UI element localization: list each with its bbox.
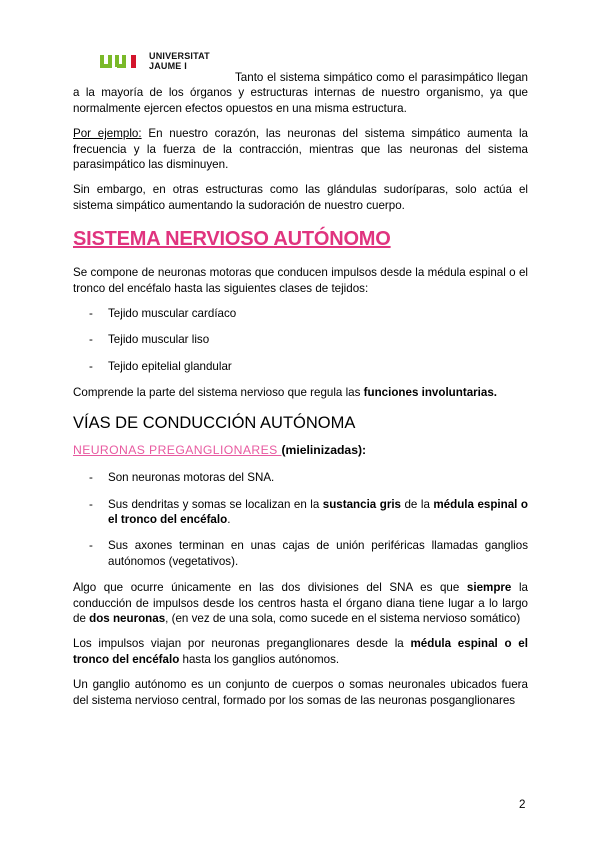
sna-paragraph-1: Se compone de neuronas motoras que conducen impulsos desde la médula espinal o el tronco del encéfalo hasta las siguientes clases de tejidos: bbox=[73, 266, 528, 295]
example-label: Por ejemplo: bbox=[73, 127, 142, 141]
preg-item-1: Son neuronas motoras del SNA. bbox=[108, 471, 275, 485]
intro-paragraph-1: Tanto el sistema simpático como el parasimpático llegan a la mayoría de los órganos y estructuras internas de nuestro organismo, ya que normalmente ejercen efectos opuestos en una misma estructura. bbox=[73, 71, 528, 115]
preg-item-2-e: . bbox=[227, 512, 231, 526]
dash-bullet: - bbox=[89, 539, 93, 553]
list-item bbox=[73, 306, 528, 321]
intro-paragraph-3: Sin embargo, en otras estructuras como las glándulas sudoríparas, solo actúa el sistema simpático aumentando la sudoración de nuestro cuerpo. bbox=[73, 183, 528, 212]
tissue-item-1: Tejido muscular cardíaco bbox=[108, 307, 237, 321]
list-item bbox=[73, 359, 528, 374]
vias-p1-d: dos neuronas bbox=[89, 611, 166, 625]
vias-p2-c: hasta los ganglios autónomos. bbox=[179, 652, 340, 666]
vias-paragraph-2 bbox=[73, 636, 528, 667]
logo-text-line1: UNIVERSITAT bbox=[149, 51, 210, 61]
vias-p1-c: la conducción de impulsos desde los centros hasta el órgano diana tiene lugar a lo largo de bbox=[73, 581, 528, 625]
preg-item-2-a: Sus dendritas y somas se localizan en la bbox=[108, 497, 323, 511]
vias-paragraph-3: Un ganglio autónomo es un conjunto de cuerpos o somas neuronales ubicados fuera del sistema nervioso central, formado por los somas de las neuronas posganglionares bbox=[73, 678, 528, 707]
vias-p1-e: , (en vez de una sola, como sucede en el sistema nervioso somático) bbox=[165, 611, 521, 625]
university-logo bbox=[100, 50, 210, 72]
sna-p2-text: Comprende la parte del sistema nervioso que regula las bbox=[73, 386, 364, 400]
logo-text-line2: JAUME I bbox=[149, 61, 187, 71]
logo-text bbox=[149, 51, 210, 71]
dash-bullet: - bbox=[89, 497, 93, 511]
preg-item-3: Sus axones terminan en unas cajas de unión periféricas llamadas ganglios autónomos (vegetativos). bbox=[108, 539, 528, 568]
preg-item-2-b: sustancia gris bbox=[322, 497, 401, 511]
uji-logo-icon bbox=[100, 52, 144, 70]
sna-paragraph-2 bbox=[73, 385, 528, 400]
list-item bbox=[73, 497, 528, 528]
example-text: En nuestro corazón, las neuronas del sistema simpático aumenta la frecuencia y la fuerza de la contracción, mientras que las neuronas del sistema parasimpático las disminuyen. bbox=[73, 127, 528, 172]
sna-p2-bold: funciones involuntarias. bbox=[363, 386, 498, 400]
page-number: 2 bbox=[519, 798, 526, 811]
vias-p1-a: Algo que ocurre únicamente en las dos divisiones del SNA es que bbox=[73, 581, 467, 595]
list-item bbox=[73, 470, 528, 485]
section-title-vias: VÍAS DE CONDUCCIÓN AUTÓNOMA bbox=[73, 413, 356, 432]
section-title-sna: SISTEMA NERVIOSO AUTÓNOMO bbox=[73, 228, 391, 251]
intro-paragraph-2 bbox=[73, 126, 528, 172]
vias-paragraph-1 bbox=[73, 580, 528, 626]
dash-bullet: - bbox=[89, 333, 93, 347]
list-item bbox=[73, 332, 528, 347]
subsection-title-suffix: (mielinizadas): bbox=[281, 442, 367, 457]
vias-p2-b: médula espinal o el tronco del encéfalo bbox=[73, 637, 528, 666]
dash-bullet: - bbox=[89, 359, 93, 373]
subsection-title bbox=[73, 443, 528, 458]
dash-bullet: - bbox=[89, 471, 93, 485]
list-item bbox=[73, 538, 528, 569]
document-body bbox=[73, 70, 528, 718]
tissue-item-3: Tejido epitelial glandular bbox=[108, 359, 232, 373]
vias-p2-a: Los impulsos viajan por neuronas preganglionares desde la bbox=[73, 637, 411, 651]
tissue-item-2: Tejido muscular liso bbox=[108, 333, 210, 347]
tissue-list bbox=[73, 306, 528, 374]
vias-p1-b: siempre bbox=[466, 581, 512, 595]
preganglionic-list bbox=[73, 470, 528, 569]
preg-item-2-c: de la bbox=[401, 497, 434, 511]
preg-item-2-d: médula espinal o el tronco del encéfalo bbox=[108, 497, 528, 526]
dash-bullet: - bbox=[89, 307, 93, 321]
subsection-title-pink: NEURONAS PREGANGLIONARES bbox=[73, 442, 282, 457]
